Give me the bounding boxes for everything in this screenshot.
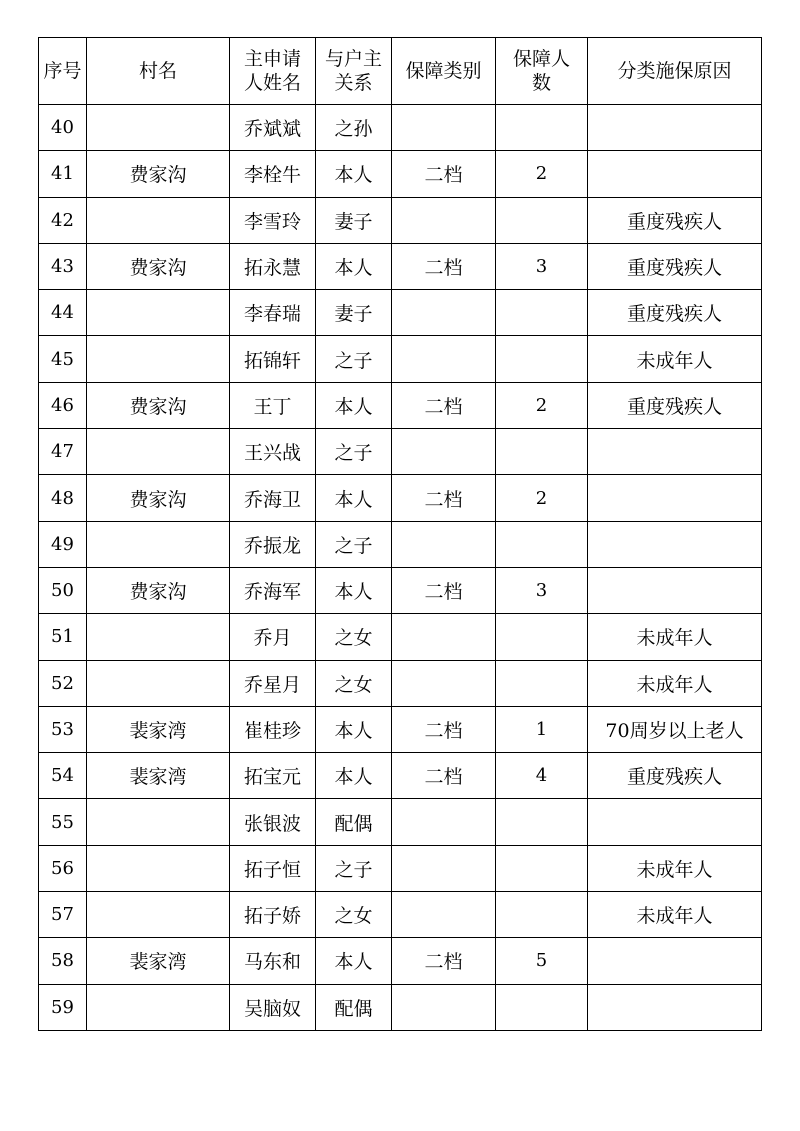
header-village: 村名 [87,38,230,105]
cell-count: 1 [496,706,588,752]
cell-relation: 配偶 [316,799,392,845]
cell-category [392,105,496,151]
cell-applicant-name: 乔斌斌 [230,105,316,151]
cell-applicant-name: 乔海卫 [230,475,316,521]
cell-serial-number: 44 [39,290,87,336]
table-row [39,938,762,984]
table-row [39,475,762,521]
cell-relation: 本人 [316,151,392,197]
header-relation-text: 与户主关系 [324,48,382,94]
cell-serial-number: 43 [39,243,87,289]
cell-reason [588,475,762,521]
cell-reason: 未成年人 [588,614,762,660]
cell-category: 二档 [392,243,496,289]
cell-applicant-name: 吴脑奴 [230,984,316,1030]
table-row [39,567,762,613]
cell-category [392,799,496,845]
cell-serial-number: 59 [39,984,87,1030]
cell-reason [588,799,762,845]
cell-serial-number: 45 [39,336,87,382]
cell-category [392,984,496,1030]
cell-reason [588,984,762,1030]
header-count-text: 保障人数 [512,48,570,94]
cell-applicant-name: 李栓牛 [230,151,316,197]
table-row [39,382,762,428]
cell-relation: 本人 [316,706,392,752]
cell-village [87,105,230,151]
cell-category [392,336,496,382]
cell-serial-number: 42 [39,197,87,243]
cell-count: 2 [496,475,588,521]
cell-category [392,892,496,938]
cell-serial-number: 54 [39,753,87,799]
cell-applicant-name: 李春瑞 [230,290,316,336]
cell-reason: 未成年人 [588,845,762,891]
cell-category [392,845,496,891]
cell-count [496,614,588,660]
cell-category: 二档 [392,151,496,197]
cell-village [87,614,230,660]
table-row [39,151,762,197]
table-row [39,753,762,799]
cell-count: 2 [496,151,588,197]
cell-category [392,660,496,706]
cell-serial-number: 48 [39,475,87,521]
cell-category [392,197,496,243]
cell-relation: 之女 [316,892,392,938]
cell-count [496,290,588,336]
cell-village [87,336,230,382]
cell-reason: 重度残疾人 [588,753,762,799]
cell-count [496,105,588,151]
table-row [39,614,762,660]
cell-count [496,521,588,567]
table-body [39,105,762,1031]
cell-relation: 本人 [316,938,392,984]
cell-relation: 配偶 [316,984,392,1030]
cell-relation: 本人 [316,243,392,289]
cell-applicant-name: 拓子恒 [230,845,316,891]
table-row [39,706,762,752]
cell-applicant-name: 乔月 [230,614,316,660]
table-row [39,660,762,706]
cell-category [392,614,496,660]
cell-applicant-name: 拓永慧 [230,243,316,289]
cell-village [87,197,230,243]
cell-village [87,892,230,938]
header-relation [316,38,392,105]
cell-reason: 重度残疾人 [588,197,762,243]
table-header [39,38,762,105]
cell-count [496,845,588,891]
cell-relation: 之子 [316,429,392,475]
table-row [39,521,762,567]
table-row [39,290,762,336]
cell-village: 裴家湾 [87,706,230,752]
header-reason: 分类施保原因 [588,38,762,105]
cell-reason [588,938,762,984]
cell-reason: 重度残疾人 [588,243,762,289]
cell-serial-number: 58 [39,938,87,984]
table-row [39,243,762,289]
table-row [39,105,762,151]
cell-serial-number: 46 [39,382,87,428]
cell-reason [588,521,762,567]
cell-applicant-name: 王兴战 [230,429,316,475]
cell-reason: 重度残疾人 [588,290,762,336]
cell-village [87,799,230,845]
cell-reason: 70周岁以上老人 [588,706,762,752]
cell-applicant-name: 拓宝元 [230,753,316,799]
cell-serial-number: 52 [39,660,87,706]
cell-relation: 本人 [316,475,392,521]
cell-village [87,521,230,567]
table-row [39,429,762,475]
cell-applicant-name: 李雪玲 [230,197,316,243]
table-row [39,197,762,243]
cell-applicant-name: 乔振龙 [230,521,316,567]
table-row [39,336,762,382]
assistance-roster-table [38,37,762,1031]
cell-category: 二档 [392,382,496,428]
cell-category: 二档 [392,475,496,521]
cell-count: 4 [496,753,588,799]
cell-reason [588,105,762,151]
cell-serial-number: 47 [39,429,87,475]
cell-applicant-name: 张银波 [230,799,316,845]
table-row [39,984,762,1030]
cell-relation: 之子 [316,845,392,891]
cell-count [496,892,588,938]
cell-village: 裴家湾 [87,938,230,984]
cell-relation: 之女 [316,614,392,660]
cell-relation: 之孙 [316,105,392,151]
cell-count [496,336,588,382]
cell-applicant-name: 乔海军 [230,567,316,613]
cell-village [87,984,230,1030]
table-row [39,799,762,845]
cell-serial-number: 49 [39,521,87,567]
cell-reason: 未成年人 [588,892,762,938]
cell-category: 二档 [392,753,496,799]
cell-applicant-name: 王丁 [230,382,316,428]
cell-count [496,660,588,706]
cell-relation: 本人 [316,753,392,799]
cell-reason [588,151,762,197]
cell-serial-number: 53 [39,706,87,752]
cell-count: 2 [496,382,588,428]
cell-applicant-name: 崔桂珍 [230,706,316,752]
cell-applicant-name: 乔星月 [230,660,316,706]
cell-village [87,660,230,706]
cell-reason: 未成年人 [588,660,762,706]
cell-relation: 本人 [316,567,392,613]
cell-category [392,429,496,475]
header-count [496,38,588,105]
cell-serial-number: 51 [39,614,87,660]
cell-village: 费家沟 [87,243,230,289]
cell-category [392,290,496,336]
cell-reason [588,429,762,475]
cell-reason [588,567,762,613]
cell-category: 二档 [392,567,496,613]
cell-relation: 之子 [316,336,392,382]
cell-village: 裴家湾 [87,753,230,799]
cell-serial-number: 56 [39,845,87,891]
cell-village: 费家沟 [87,475,230,521]
cell-count [496,429,588,475]
cell-reason: 未成年人 [588,336,762,382]
cell-reason: 重度残疾人 [588,382,762,428]
cell-relation: 本人 [316,382,392,428]
cell-village: 费家沟 [87,151,230,197]
cell-village: 费家沟 [87,382,230,428]
cell-count [496,984,588,1030]
cell-village [87,845,230,891]
cell-relation: 之女 [316,660,392,706]
cell-village: 费家沟 [87,567,230,613]
header-row [39,38,762,105]
header-category: 保障类别 [392,38,496,105]
cell-serial-number: 41 [39,151,87,197]
header-applicant-name [230,38,316,105]
cell-count: 3 [496,567,588,613]
cell-village [87,429,230,475]
cell-category: 二档 [392,938,496,984]
header-serial-number: 序号 [39,38,87,105]
cell-count [496,799,588,845]
cell-applicant-name: 马东和 [230,938,316,984]
cell-count: 3 [496,243,588,289]
cell-serial-number: 57 [39,892,87,938]
cell-serial-number: 55 [39,799,87,845]
cell-applicant-name: 拓锦轩 [230,336,316,382]
cell-relation: 之子 [316,521,392,567]
cell-count: 5 [496,938,588,984]
header-applicant-name-text: 主申请人姓名 [243,48,301,94]
cell-relation: 妻子 [316,197,392,243]
cell-serial-number: 50 [39,567,87,613]
cell-relation: 妻子 [316,290,392,336]
table-row [39,845,762,891]
table-row [39,892,762,938]
cell-category [392,521,496,567]
cell-category: 二档 [392,706,496,752]
cell-applicant-name: 拓子娇 [230,892,316,938]
cell-count [496,197,588,243]
cell-village [87,290,230,336]
cell-serial-number: 40 [39,105,87,151]
